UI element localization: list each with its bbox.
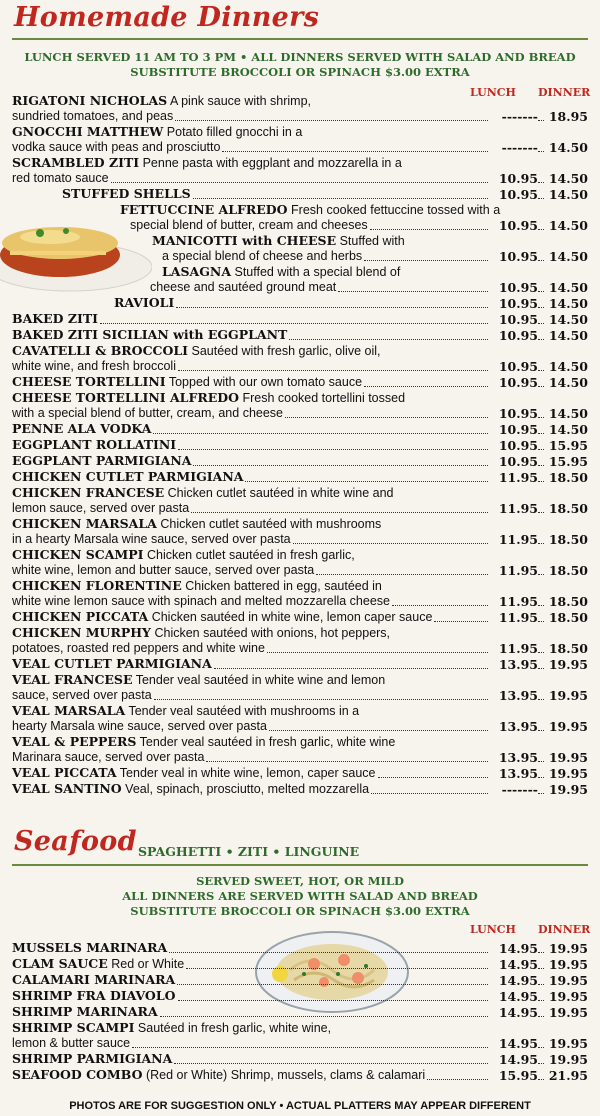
menu-item-name: CHICKEN MURPHY: [12, 625, 151, 640]
menu-item: [12, 516, 588, 547]
lunch-price: -------: [501, 109, 538, 124]
menu-item: [12, 1004, 588, 1020]
dot-leader: [111, 182, 488, 183]
lunch-price: 10.95: [498, 280, 538, 295]
menu-item-name: SCRAMBLED ZITI: [12, 155, 140, 170]
menu-item-name: PENNE ALA VODKA: [12, 421, 152, 436]
dinner-price: 19.95: [548, 1036, 588, 1051]
dot-leader: [186, 968, 488, 969]
menu-item-description: Potato filled gnocchi in a: [166, 125, 303, 139]
menu-item-description-continued: red tomato sauce: [12, 171, 109, 185]
dinners-title: Homemade Dinners: [14, 2, 320, 33]
menu-item-name: CHICKEN PICCATA: [12, 609, 149, 624]
lunch-price: 11.95: [498, 501, 538, 516]
dot-leader: [191, 512, 488, 513]
dot-leader: [178, 449, 488, 450]
dinner-price: 19.95: [548, 657, 588, 672]
menu-item-description: Tender veal in white wine, lemon, caper sauce: [119, 766, 376, 780]
dinner-menu-list: [12, 93, 588, 797]
dinner-price: 19.95: [548, 1005, 588, 1020]
dot-leader: [316, 574, 488, 575]
lunch-price: 10.95: [498, 328, 538, 343]
menu-item-description-continued: white wine, lemon and butter sauce, served over pasta: [12, 563, 315, 577]
menu-item: [12, 124, 588, 155]
menu-item: [12, 202, 588, 233]
menu-item: [12, 656, 588, 672]
lunch-price: 14.95: [498, 1036, 538, 1051]
menu-item: [12, 578, 588, 609]
menu-item-description: Chicken cutlet sautéed in fresh garlic,: [146, 548, 355, 562]
dinners-subtitle-1: LUNCH SERVED 11 AM TO 3 PM • ALL DINNERS SERVED WITH SALAD AND BREAD: [24, 50, 576, 64]
dinner-price: 18.50: [548, 610, 588, 625]
seafood-subtitle-2: ALL DINNERS ARE SERVED WITH SALAD AND BREAD: [122, 889, 478, 903]
dinner-price: 14.50: [548, 280, 588, 295]
menu-item-name: SHRIMP MARINARA: [12, 1004, 158, 1019]
menu-item-description: Sautéed with fresh garlic, olive oil,: [191, 344, 381, 358]
dot-leader: [269, 730, 488, 731]
lunch-price: 10.95: [498, 187, 538, 202]
lunch-price: 14.95: [498, 957, 538, 972]
menu-item-name: RAVIOLI: [114, 295, 175, 310]
menu-item: [12, 1067, 588, 1083]
menu-item-description: Tender veal sautéed in white wine and lemon: [135, 673, 386, 687]
lunch-price: 11.95: [498, 470, 538, 485]
dinner-price: 19.95: [548, 766, 588, 781]
dinner-price: 14.50: [548, 187, 588, 202]
menu-item-description-continued: hearty Marsala wine sauce, served over pasta: [12, 719, 267, 733]
menu-item: [12, 988, 588, 1004]
seafood-subtitle-3: SUBSTITUTE BROCCOLI OR SPINACH $3.00 EXTRA: [130, 904, 470, 918]
menu-item-name: FETTUCCINE ALFREDO: [120, 202, 288, 217]
dot-leader: [392, 605, 488, 606]
dot-leader: [175, 120, 488, 121]
menu-item-name: SEAFOOD COMBO: [12, 1067, 143, 1082]
lunch-price: 10.95: [498, 312, 538, 327]
dinner-price: 14.50: [548, 359, 588, 374]
dinner-price: 18.50: [548, 594, 588, 609]
menu-item: [12, 155, 588, 186]
menu-item-name: CLAM SAUCE: [12, 956, 108, 971]
seafood-title: Seafood: [14, 826, 137, 857]
dot-leader: [153, 433, 488, 434]
menu-item: [12, 421, 588, 437]
lunch-price: 14.95: [498, 1052, 538, 1067]
menu-item-name: MUSSELS MARINARA: [12, 940, 168, 955]
photo-disclaimer: PHOTOS ARE FOR SUGGESTION ONLY • ACTUAL PLATTERS MAY APPEAR DIFFERENT: [69, 1100, 531, 1112]
menu-item: [12, 311, 588, 327]
dinner-price: 21.95: [548, 1068, 588, 1083]
dinner-price: 14.50: [548, 375, 588, 390]
menu-item: [12, 1020, 588, 1051]
lunch-price: -------: [501, 140, 538, 155]
menu-item-description: Fresh cooked tortellini tossed: [242, 391, 406, 405]
menu-item-name: STUFFED SHELLS: [62, 186, 191, 201]
menu-item-description: Stuffed with: [339, 234, 405, 248]
menu-item-description-continued: in a hearty Marsala wine sauce, served over pasta: [12, 532, 291, 546]
menu-item-name: CHICKEN CUTLET PARMIGIANA: [12, 469, 244, 484]
menu-item: [12, 264, 588, 295]
lunch-price: 14.95: [498, 989, 538, 1004]
dinner-price: 14.50: [548, 328, 588, 343]
dinner-price: 19.95: [548, 989, 588, 1004]
dinner-price: 18.50: [548, 563, 588, 578]
menu-item-name: CHEESE TORTELLINI ALFREDO: [12, 390, 239, 405]
menu-item-name: VEAL SANTINO: [12, 781, 122, 796]
dinner-price: 19.95: [548, 688, 588, 703]
dot-leader: [364, 260, 488, 261]
menu-item-name: SHRIMP FRA DIAVOLO: [12, 988, 176, 1003]
dinner-price: 14.50: [548, 171, 588, 186]
dinner-price: 19.95: [548, 957, 588, 972]
menu-item-description: Red or White: [111, 957, 185, 971]
lunch-price: 10.95: [498, 249, 538, 264]
dinner-price: 18.50: [548, 470, 588, 485]
dot-leader: [206, 761, 488, 762]
menu-item-description-continued: cheese and sautéed ground meat: [150, 280, 337, 294]
menu-item-description-continued: white wine lemon sauce with spinach and melted mozzarella cheese: [12, 594, 390, 608]
menu-item-description: Chicken cutlet sautéed in white wine and: [167, 486, 394, 500]
dot-leader: [160, 1016, 488, 1017]
dot-leader: [364, 386, 488, 387]
menu-item-description-continued: sundried tomatoes, and peas: [12, 109, 174, 123]
lunch-price: 13.95: [498, 719, 538, 734]
lunch-price: 10.95: [498, 218, 538, 233]
menu-item: [12, 547, 588, 578]
dot-leader: [370, 229, 488, 230]
dot-leader: [214, 668, 488, 669]
lunch-price: 14.95: [498, 1005, 538, 1020]
menu-item-description: A pink sauce with shrimp,: [169, 94, 312, 108]
menu-item-description-continued: lemon sauce, served over pasta: [12, 501, 190, 515]
dinner-price: 14.50: [548, 140, 588, 155]
menu-item-name: VEAL MARSALA: [12, 703, 126, 718]
dot-leader: [267, 652, 488, 653]
dinner-price: 14.50: [548, 422, 588, 437]
menu-item-name: SHRIMP PARMIGIANA: [12, 1051, 173, 1066]
menu-item-name: LASAGNA: [162, 264, 232, 279]
seafood-rule: [12, 864, 588, 866]
dot-leader: [193, 198, 488, 199]
menu-item: [12, 609, 588, 625]
dot-leader: [178, 370, 488, 371]
menu-item-name: CHICKEN FRANCESE: [12, 485, 165, 500]
dinner-price: 19.95: [548, 941, 588, 956]
menu-item-name: EGGPLANT ROLLATINI: [12, 437, 177, 452]
menu-item-name: VEAL & PEPPERS: [12, 734, 137, 749]
lunch-price: 13.95: [498, 766, 538, 781]
menu-item: [12, 295, 588, 311]
dot-leader: [371, 793, 488, 794]
menu-item: [12, 437, 588, 453]
menu-item-name: GNOCCHI MATTHEW: [12, 124, 164, 139]
menu-item: [12, 734, 588, 765]
menu-item: [12, 1051, 588, 1067]
dinner-price: 19.95: [548, 750, 588, 765]
menu-item-name: CHICKEN SCAMPI: [12, 547, 144, 562]
lunch-price: 15.95: [498, 1068, 538, 1083]
menu-item: [12, 233, 588, 264]
menu-item-name: RIGATONI NICHOLAS: [12, 93, 168, 108]
dinner-column-header: DINNER: [538, 86, 591, 99]
dot-leader: [338, 291, 488, 292]
lunch-price: -------: [501, 782, 538, 797]
menu-item: [12, 453, 588, 469]
lunch-price: 11.95: [498, 532, 538, 547]
dinner-price: 14.50: [548, 296, 588, 311]
menu-item-description: Tender veal sautéed in fresh garlic, white wine: [139, 735, 396, 749]
dinner-price: 14.50: [548, 218, 588, 233]
menu-item-description-continued: potatoes, roasted red peppers and white wine: [12, 641, 265, 655]
dinner-price: 19.95: [548, 782, 588, 797]
dot-leader: [177, 984, 488, 985]
lunch-column-header: LUNCH: [470, 86, 516, 99]
dinner-price: 14.50: [548, 406, 588, 421]
lunch-price: 11.95: [498, 563, 538, 578]
lunch-price: 10.95: [498, 438, 538, 453]
dot-leader: [100, 323, 488, 324]
menu-item: [12, 765, 588, 781]
lunch-price: 14.95: [498, 973, 538, 988]
menu-item-description: Chicken battered in egg, sautéed in: [185, 579, 382, 593]
menu-item-name: CALAMARI MARINARA: [12, 972, 176, 987]
dinner-price: 15.95: [548, 454, 588, 469]
menu-item: [12, 625, 588, 656]
menu-item-description-continued: Marinara sauce, served over pasta: [12, 750, 205, 764]
menu-item-description-continued: with a special blend of butter, cream, and cheese: [12, 406, 283, 420]
dot-leader: [378, 777, 489, 778]
lunch-price: 13.95: [498, 688, 538, 703]
dinner-price: 18.50: [548, 641, 588, 656]
lunch-price: 13.95: [498, 657, 538, 672]
lunch-price: 11.95: [498, 594, 538, 609]
dot-leader: [434, 621, 488, 622]
dot-leader: [193, 465, 488, 466]
menu-item-description-continued: special blend of butter, cream and cheeses: [130, 218, 368, 232]
menu-item-description: Topped with our own tomato sauce: [168, 375, 363, 389]
lunch-price: 10.95: [498, 296, 538, 311]
menu-item-name: BAKED ZITI: [12, 311, 98, 326]
menu-item-description-continued: sauce, served over pasta: [12, 688, 152, 702]
menu-item: [12, 781, 588, 797]
menu-item-description: Sautéed in fresh garlic, white wine,: [137, 1021, 332, 1035]
menu-item-name: VEAL FRANCESE: [12, 672, 133, 687]
menu-item-name: BAKED ZITI SICILIAN with EGGPLANT: [12, 327, 288, 342]
menu-item-description: Penne pasta with eggplant and mozzarella in a: [142, 156, 402, 170]
seafood-menu-list: [12, 940, 588, 1083]
seafood-subtitle-1: SERVED SWEET, HOT, OR MILD: [196, 874, 404, 888]
menu-item: [12, 374, 588, 390]
menu-item: [12, 485, 588, 516]
lunch-price: 13.95: [498, 750, 538, 765]
lunch-price: 10.95: [498, 375, 538, 390]
menu-item-description: Fresh cooked fettuccine tossed with a: [291, 203, 501, 217]
title-rule: [12, 38, 588, 40]
dot-leader: [293, 543, 488, 544]
menu-item-name: CHICKEN FLORENTINE: [12, 578, 182, 593]
dot-leader: [222, 151, 488, 152]
menu-item-name: CAVATELLI & BROCCOLI: [12, 343, 188, 358]
menu-item-description: (Red or White) Shrimp, mussels, clams & calamari: [145, 1068, 426, 1082]
dot-leader: [427, 1079, 488, 1080]
dinner-price: 18.50: [548, 501, 588, 516]
menu-item-description: Chicken cutlet sautéed with mushrooms: [160, 517, 382, 531]
menu-item: [12, 672, 588, 703]
lunch-price: 14.95: [498, 941, 538, 956]
menu-item: [12, 186, 588, 202]
dinner-price: 14.50: [548, 249, 588, 264]
menu-item-description: Chicken sautéed in white wine, lemon caper sauce: [151, 610, 433, 624]
menu-item: [12, 93, 588, 124]
menu-item: [12, 940, 588, 956]
menu-item-name: SHRIMP SCAMPI: [12, 1020, 135, 1035]
dinner-price: 19.95: [548, 719, 588, 734]
menu-item: [12, 956, 588, 972]
lunch-price: 10.95: [498, 422, 538, 437]
menu-item: [12, 390, 588, 421]
dot-leader: [174, 1063, 488, 1064]
lunch-price: 10.95: [498, 171, 538, 186]
dot-leader: [289, 339, 488, 340]
seafood-lunch-column-header: LUNCH: [470, 923, 516, 936]
seafood-dinner-column-header: DINNER: [538, 923, 591, 936]
menu-item-name: CHEESE TORTELLINI: [12, 374, 166, 389]
menu-item: [12, 327, 588, 343]
dot-leader: [132, 1047, 488, 1048]
dinner-price: 15.95: [548, 438, 588, 453]
menu-item: [12, 703, 588, 734]
seafood-pasta-options: SPAGHETTI • ZITI • LINGUINE: [138, 844, 360, 859]
menu-item-description: Veal, spinach, prosciutto, melted mozzarella: [125, 782, 370, 796]
dinner-price: 19.95: [548, 973, 588, 988]
dot-leader: [154, 699, 488, 700]
dot-leader: [285, 417, 488, 418]
menu-item: [12, 972, 588, 988]
dinner-price: 14.50: [548, 312, 588, 327]
lunch-price: 11.95: [498, 610, 538, 625]
dinner-price: 18.95: [548, 109, 588, 124]
menu-item-description: Stuffed with a special blend of: [234, 265, 401, 279]
menu-item-description: Chicken sautéed with onions, hot peppers,: [154, 626, 391, 640]
dinners-subtitle-2: SUBSTITUTE BROCCOLI OR SPINACH $3.00 EXTRA: [130, 65, 470, 79]
dot-leader: [169, 952, 488, 953]
menu-item-description-continued: lemon & butter sauce: [12, 1036, 131, 1050]
dot-leader: [178, 1000, 489, 1001]
dot-leader: [245, 481, 488, 482]
menu-item-description: Tender veal sautéed with mushrooms in a: [128, 704, 360, 718]
menu-item-name: CHICKEN MARSALA: [12, 516, 157, 531]
menu-item-name: MANICOTTI with CHEESE: [152, 233, 337, 248]
menu-item-description-continued: white wine, and fresh broccoli: [12, 359, 176, 373]
lunch-price: 11.95: [498, 641, 538, 656]
lunch-price: 10.95: [498, 454, 538, 469]
menu-item-name: VEAL PICCATA: [12, 765, 117, 780]
menu-item-name: VEAL CUTLET PARMIGIANA: [12, 656, 212, 671]
menu-item: [12, 469, 588, 485]
lunch-price: 10.95: [498, 359, 538, 374]
lunch-price: 10.95: [498, 406, 538, 421]
dinner-price: 19.95: [548, 1052, 588, 1067]
dinner-price: 18.50: [548, 532, 588, 547]
menu-item-description-continued: vodka sauce with peas and prosciutto: [12, 140, 221, 154]
menu-item-description-continued: a special blend of cheese and herbs: [162, 249, 363, 263]
menu-item: [12, 343, 588, 374]
dot-leader: [176, 307, 488, 308]
menu-item-name: EGGPLANT PARMIGIANA: [12, 453, 192, 468]
